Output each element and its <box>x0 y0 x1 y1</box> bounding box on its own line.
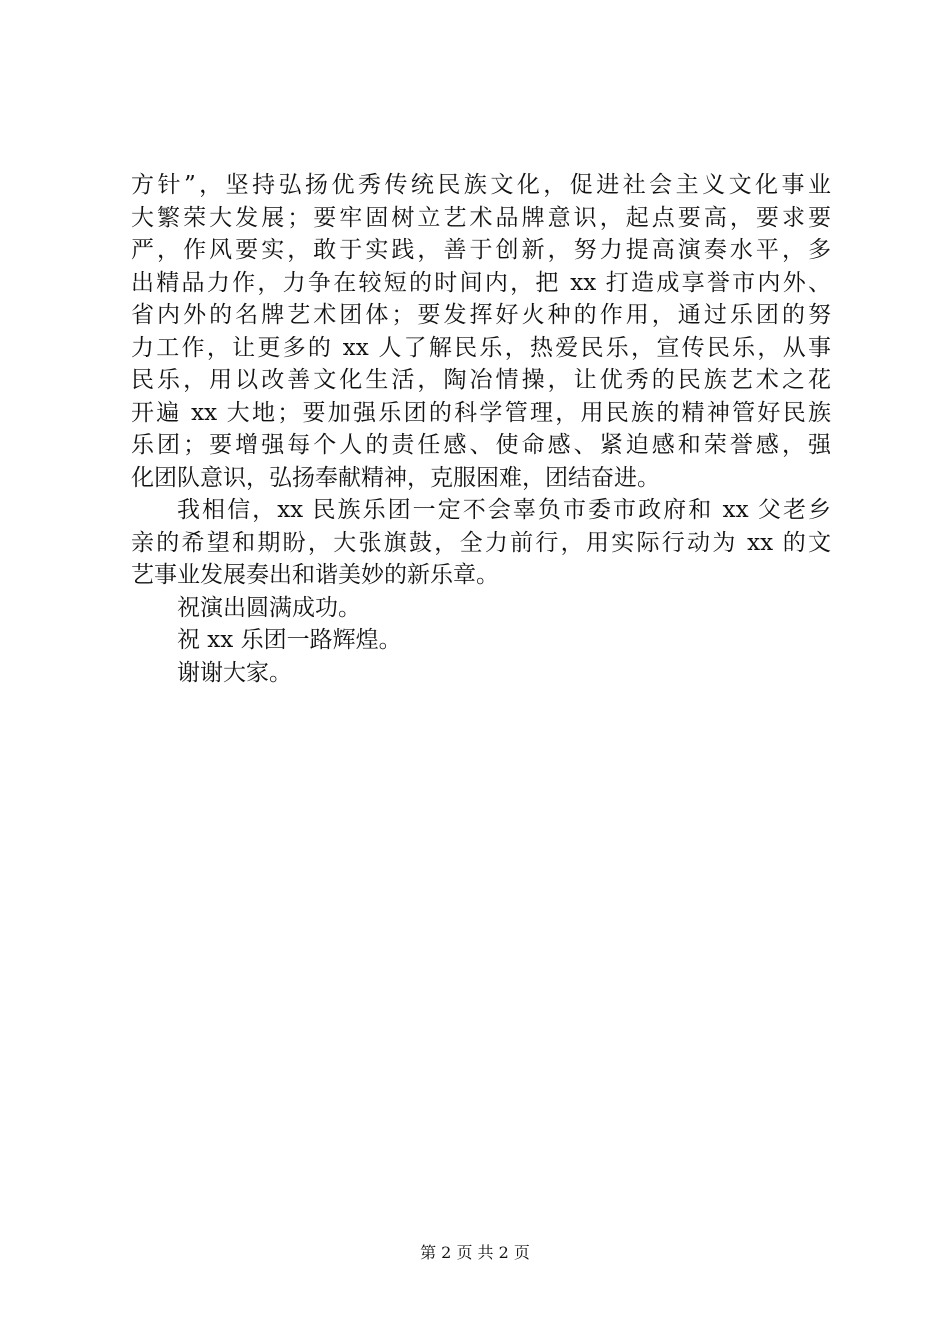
text-line: 化团队意识，弘扬奉献精神，克服困难，团结奋进。 <box>131 464 660 491</box>
text-line: 谢谢大家。 <box>177 659 292 686</box>
text-line: 亲的希望和期盼，大张旗鼓，全力前行，用实际行动为 xx 的文 <box>131 529 831 556</box>
text-line: 民乐，用以改善文化生活，陶冶情操，让优秀的民族艺术之花 <box>131 367 831 393</box>
text-line: 出精品力作，力争在较短的时间内，把 xx 打造成享誉市内外、 <box>131 269 831 296</box>
text-line: 乐团；要增强每个人的责任感、使命感、紧迫感和荣誉感，强 <box>131 432 831 458</box>
document-body <box>131 169 831 689</box>
text-line: 省内外的名牌艺术团体；要发挥好火种的作用，通过乐团的努 <box>131 302 831 328</box>
text-line: 力工作，让更多的 xx 人了解民乐，热爱民乐，宣传民乐，从事 <box>131 334 831 361</box>
text-line: 严，作风要实，敢于实践，善于创新，努力提高演奏水平，多 <box>131 237 831 263</box>
text-line: 方针”，坚持弘扬优秀传统民族文化，促进社会主义文化事业 <box>131 172 831 198</box>
text-line: 艺事业发展奏出和谐美妙的新乐章。 <box>131 562 499 588</box>
text-line: 我相信，xx 民族乐团一定不会辜负市委市政府和 xx 父老乡 <box>177 497 831 523</box>
text-line: 大繁荣大发展；要牢固树立艺术品牌意识，起点要高，要求要 <box>131 204 831 231</box>
page-footer: 第 2 页 共 2 页 <box>420 1243 530 1262</box>
text-line: 祝 xx 乐团一路辉煌。 <box>177 627 402 653</box>
text-line: 开遍 xx 大地；要加强乐团的科学管理，用民族的精神管好民族 <box>131 399 831 426</box>
text-line: 祝演出圆满成功。 <box>177 594 361 621</box>
